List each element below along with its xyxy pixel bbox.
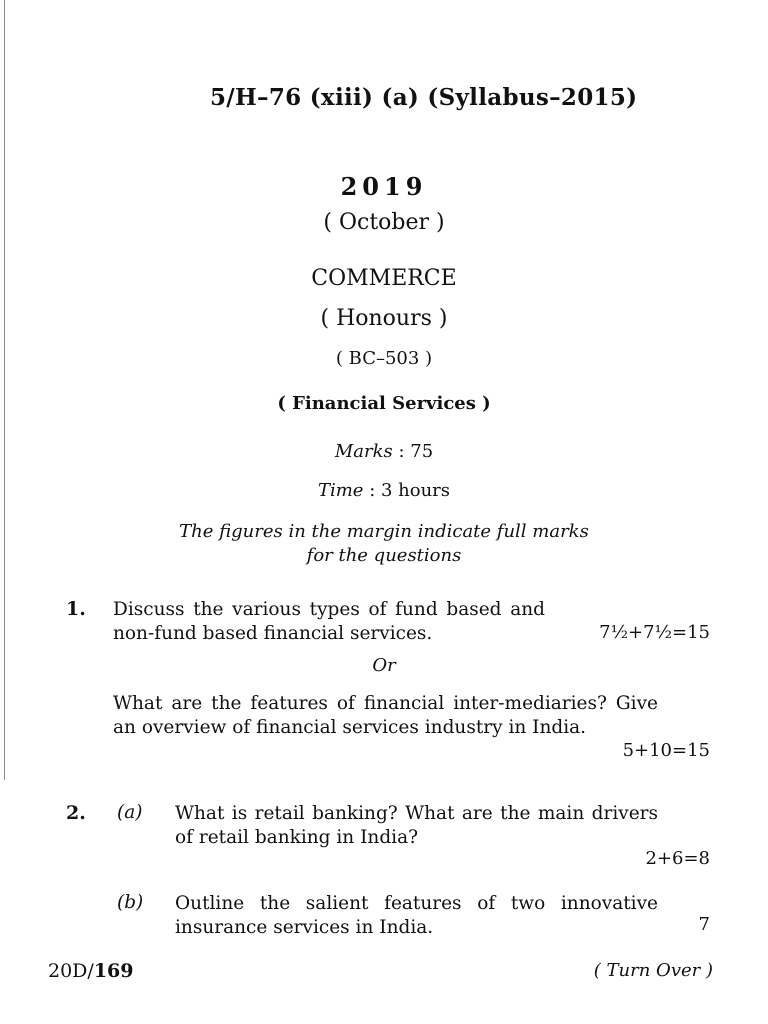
or-divider: Or	[372, 655, 396, 676]
time-label: Time	[317, 480, 364, 501]
question-marks: 7½+7½=15	[599, 622, 710, 643]
exam-level: ( Honours )	[320, 306, 448, 331]
question-alt-text: What are the features of financial inter-mediaries? Give an overview of financial services industry in India.	[113, 693, 658, 738]
sub-question-text: Outline the salient features of two innovative insurance services in India.	[175, 893, 658, 938]
sub-question-label: (a)	[117, 802, 143, 823]
paper-code: ( BC–503 )	[335, 348, 433, 369]
instruction-line-1: The figures in the margin indicate full marks	[179, 521, 589, 542]
sub-question-marks: 7	[698, 914, 710, 935]
instruction-line-2: for the questions	[306, 545, 462, 566]
footer-code	[48, 960, 133, 982]
question-alt-marks: 5+10=15	[622, 740, 710, 761]
question-number: 2.	[66, 802, 86, 824]
question-text: Discuss the various types of fund based and non-fund based financial services.	[113, 599, 545, 644]
paper-title: ( Financial Services )	[277, 393, 491, 414]
footer-code-prefix: 20D/	[48, 960, 94, 982]
instructions	[0, 520, 768, 568]
exam-year: 2019	[340, 172, 428, 201]
exam-subject: COMMERCE	[311, 266, 457, 291]
sub-question-marks: 2+6=8	[645, 848, 710, 869]
turn-over-note: ( Turn Over )	[593, 960, 713, 981]
paper-code-header: 5/H–76 (xiii) (a) (Syllabus–2015)	[210, 84, 638, 111]
sub-question-label: (b)	[117, 892, 144, 913]
marks-value: : 75	[398, 441, 434, 462]
question-number: 1.	[66, 598, 86, 620]
marks-label: Marks	[334, 441, 393, 462]
full-marks	[0, 441, 768, 462]
sub-question-text: What is retail banking? What are the main drivers of retail banking in India?	[175, 803, 658, 848]
exam-time	[0, 480, 768, 501]
footer-code-number: 169	[93, 960, 134, 982]
time-value: : 3 hours	[369, 480, 451, 501]
exam-month: ( October )	[323, 210, 445, 235]
